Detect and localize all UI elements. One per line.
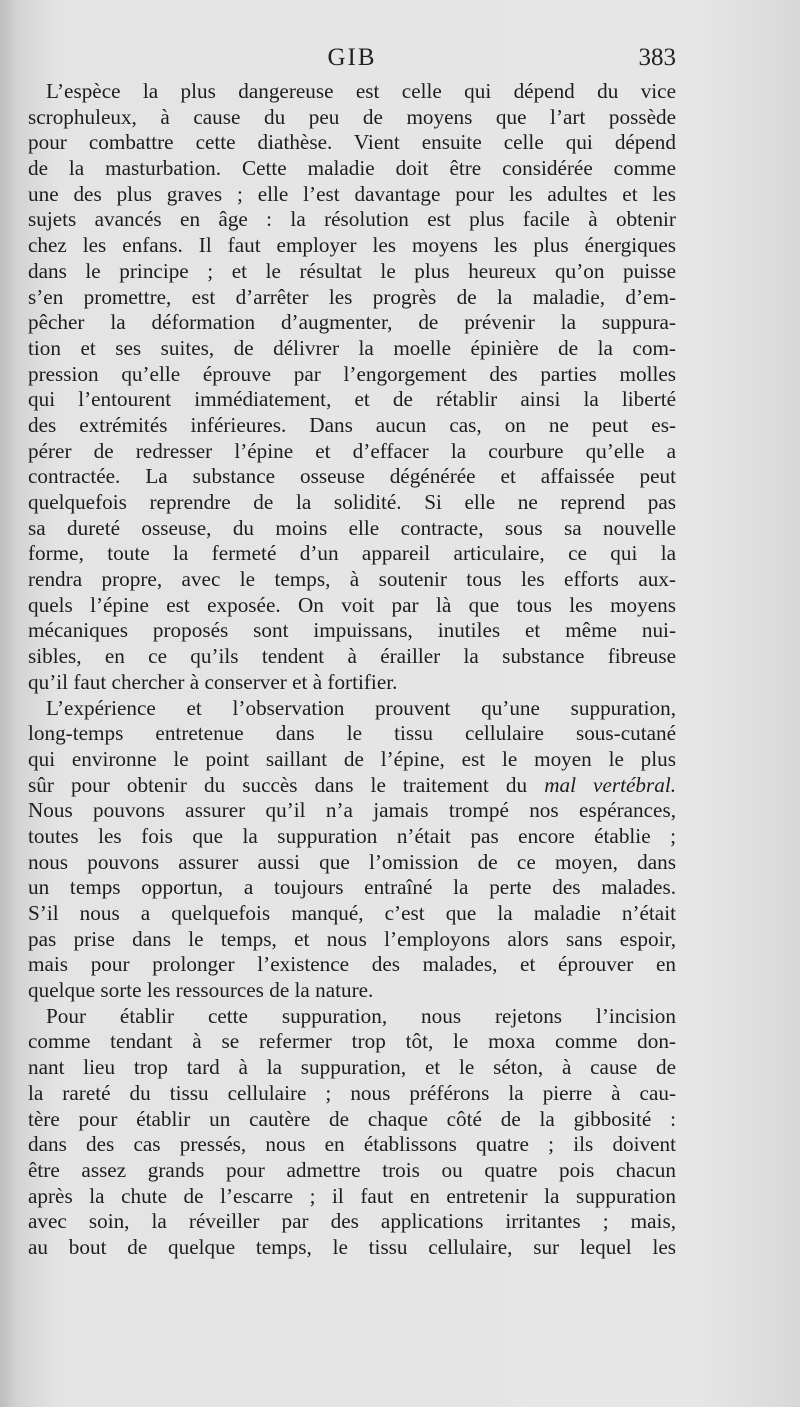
text-segment: sûr pour obtenir du succès dans le traitement du [28,772,528,797]
text-line: Pour établir cette suppuration, nous rejetons l’incision [46,1003,676,1028]
text-line: comme tendant à se refermer trop tôt, le moxa comme don- [28,1029,676,1054]
text-line: des extrémités inférieures. Dans aucun cas, on ne peut es- [28,412,676,437]
text-line: chez les enfans. Il faut employer les moyens les plus énergiques [28,233,676,258]
text-line: après la chute de l’escarre ; il faut en entretenir la suppuration [28,1183,676,1208]
text-line: s’en promettre, est d’arrêter les progrès de la maladie, d’em- [28,284,676,309]
text-line: Nous pouvons assurer qu’il n’a jamais trompé nos espérances, [28,798,676,823]
page-header [28,44,676,80]
text-line: qu’il faut chercher à conserver et à fortifier. [28,669,398,694]
text-line: L’expérience et l’observation prouvent qu’une suppuration, [46,695,676,720]
text-line: L’espèce la plus dangereuse est celle qui dépend du vice [46,79,676,103]
text-line: de la masturbation. Cette maladie doit être considérée comme [28,156,676,181]
text-line: scrophuleux, à cause du peu de moyens que l’art possède [28,104,676,129]
text-line: pour combattre cette diathèse. Vient ensuite celle qui dépend [28,130,676,155]
text-line: contractée. La substance osseuse dégénérée et affaissée peut [28,464,676,489]
text-line: nant lieu trop tard à la suppuration, et le séton, à cause de [28,1055,676,1080]
text-line: sa dureté osseuse, du moins elle contracte, sous sa nouvelle [28,515,676,540]
text-line: long-temps entretenue dans le tissu cellulaire sous-cutané [28,721,676,746]
text-line: sujets avancés en âge : la résolution est plus facile à obtenir [28,207,676,232]
text-line: être assez grands pour admettre trois ou quatre pois chacun [28,1157,676,1182]
text-line: tère pour établir un cautère de chaque côté de la gibbosité : [28,1106,676,1131]
text-line: quelquefois reprendre de la solidité. Si elle ne reprend pas [28,490,676,514]
text-line: S’il nous a quelquefois manqué, c’est que la maladie n’était [28,901,676,925]
text-line: qui l’entourent immédiatement, et de rétablir ainsi la liberté [28,387,676,412]
text-line: sibles, en ce qu’ils tendent à érailler la substance fibreuse [28,644,676,669]
text-line: mécaniques proposés sont impuissans, inutiles et même nui- [28,618,676,643]
text-line: pas prise dans le temps, et nous l’employons alors sans espoir, [28,926,676,951]
text-line: nous pouvons assurer aussi que l’omission de ce moyen, dans [28,849,676,874]
text-line: la rareté du tissu cellulaire ; nous préférons la pierre à cau- [28,1080,676,1105]
text-line: mais pour prolonger l’existence des malades, et éprouver en [28,952,676,977]
text-line: forme, toute la fermeté d’un appareil articulaire, ce qui la [28,541,676,566]
italic-term: mal vertébral. [544,772,677,797]
text-line: pression qu’elle éprouve par l’engorgement des parties molles [28,361,676,386]
paragraph-2 [28,696,676,1004]
text-line-with-italic [28,773,676,799]
paragraph-3 [28,1004,676,1261]
text-line: tion et ses suites, de délivrer la moelle épinière de la com- [28,335,676,360]
paragraph-1 [28,79,676,696]
text-line: pérer de redresser l’épine et d’effacer la courbure qu’elle a [28,438,676,463]
text-line: une des plus graves ; elle l’est davantage pour les adultes et les [28,181,676,206]
text-line: quels l’épine est exposée. On voit par là que tous les moyens [28,592,676,617]
text-line: qui environne le point saillant de l’épine, est le moyen le plus [28,746,676,771]
text-line: rendra propre, avec le temps, à soutenir tous les efforts aux- [28,567,676,592]
text-line: un temps opportun, a toujours entraîné la perte des malades. [28,875,676,900]
body-text [28,79,676,1261]
text-line: dans des cas pressés, nous en établissons quatre ; ils doivent [28,1132,676,1157]
text-line: toutes les fois que la suppuration n’était pas encore établie ; [28,823,676,848]
text-line: dans le principe ; et le résultat le plus heureux qu’on puisse [28,258,676,283]
page-number: 383 [638,44,676,71]
text-line: quelque sorte les ressources de la nature. [28,978,374,1003]
running-head: GIB [327,44,377,71]
text-line: avec soin, la réveiller par des applications irritantes ; mais, [28,1209,676,1234]
text-line: pêcher la déformation d’augmenter, de prévenir la suppura- [28,310,676,335]
text-line: au bout de quelque temps, le tissu cellulaire, sur lequel les [28,1234,676,1259]
